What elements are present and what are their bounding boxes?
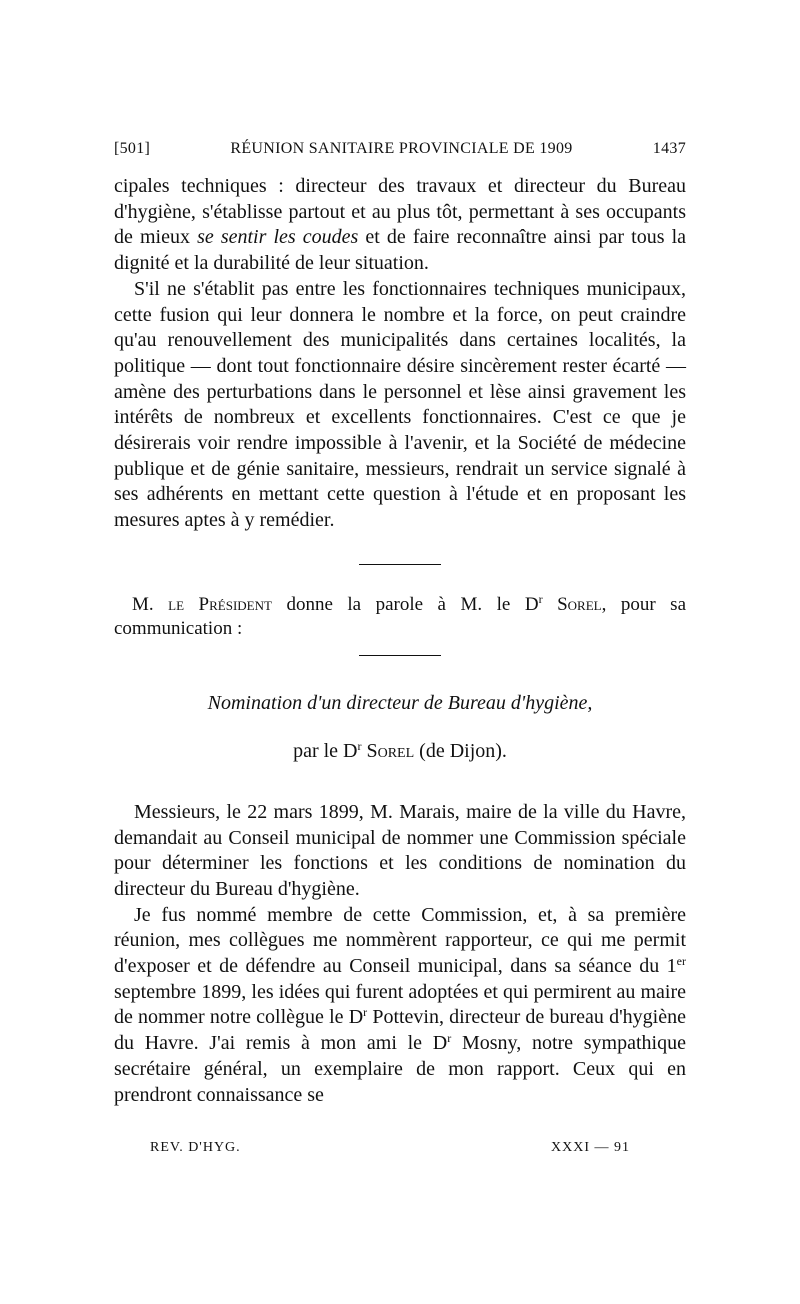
header-title: RÉUNION SANITAIRE PROVINCIALE DE 1909	[230, 140, 573, 157]
superscript: r	[363, 1005, 368, 1020]
announcement-text: donne la parole à M. le D	[271, 593, 539, 615]
separator-rule	[359, 564, 441, 565]
paragraph-text: et de faire reconnaître ainsi par tous la dignité et la durabilité de leur situation.	[114, 226, 687, 275]
paragraph-continuation	[114, 174, 686, 277]
paragraph: S'il ne s'établit pas entre les fonctionnaires techniques municipaux, cette fusion qui leur donnera le nombre et la force, on peut craindre qu'au renouvellement des municipalités dans certaines localités, la politique — dont tout fonctionnaire désire sincèrement rester écarté — amène des perturbations dans le personnel et lèse ainsi gravement les intérêts de nombreux et excellents fonctionnaires. C'est ce que je désirerais voir rendre impossible à l'avenir, et la Société de médecine publique et de génie sanitaire, messieurs, rendrait un service signalé à ses adhérents en mettant cette question à l'étude et en proposant les mesures aptes à y remédier.	[114, 277, 686, 532]
running-header	[114, 140, 686, 158]
page-footer	[150, 1140, 630, 1156]
italic-phrase: se sentir les coudes	[197, 226, 359, 249]
author-byline	[114, 738, 686, 764]
president-label: le Président	[168, 593, 272, 615]
president-announcement	[114, 593, 686, 641]
journal-abbreviation: REV. D'HYG.	[150, 1140, 241, 1155]
superscript: r	[447, 1031, 452, 1046]
separator-rule	[359, 655, 441, 656]
announcement-text: , pour sa communication :	[114, 593, 686, 639]
superscript: r	[538, 591, 543, 606]
author-name: Sorel	[361, 739, 415, 762]
header-bracket-number: [501]	[114, 140, 151, 157]
speaker-name: Sorel	[542, 593, 602, 615]
byline-text: par le D	[293, 739, 358, 762]
page	[114, 140, 686, 1108]
paragraph-text: Pottevin, directeur de bureau d'hygiène du Havre. J'ai remis à mon ami le D	[114, 1006, 686, 1055]
paragraph-text: cipales techniques : directeur des travaux et directeur du Bureau d'hygiène, s'établisse partout et au plus tôt, permettant à ses occupants de mieux	[114, 175, 686, 249]
section-title: Nomination d'un directeur de Bureau d'hygiène,	[207, 691, 593, 714]
byline-text: (de Dijon).	[414, 739, 507, 762]
paragraph-text: Mosny, notre sympathique secrétaire général, un exemplaire de mon rapport. Ceux qui en prendront connaissance se	[114, 1032, 686, 1106]
superscript: er	[676, 954, 686, 969]
signature-mark: XXXI — 91	[551, 1140, 630, 1155]
paragraph: Messieurs, le 22 mars 1899, M. Marais, maire de la ville du Havre, demandait au Conseil municipal de nommer une Commission spéciale pour déterminer les fonctions et les conditions de nomination du directeur du Bureau d'hygiène.	[114, 800, 686, 900]
superscript: r	[357, 738, 362, 753]
page-number: 1437	[652, 140, 686, 157]
announcement-text: M.	[132, 593, 169, 615]
paragraph-text: septembre 1899, les idées qui furent adoptées et qui permirent au maire de nommer notre collègue le D	[114, 980, 686, 1029]
paragraph	[114, 903, 686, 1109]
paragraph-text: Je fus nommé membre de cette Commission, et, à sa première réunion, mes collègues me nommèrent rapporteur, ce qui me permit d'exposer et de défendre au Conseil municipal, dans sa séance du 1	[114, 903, 686, 978]
